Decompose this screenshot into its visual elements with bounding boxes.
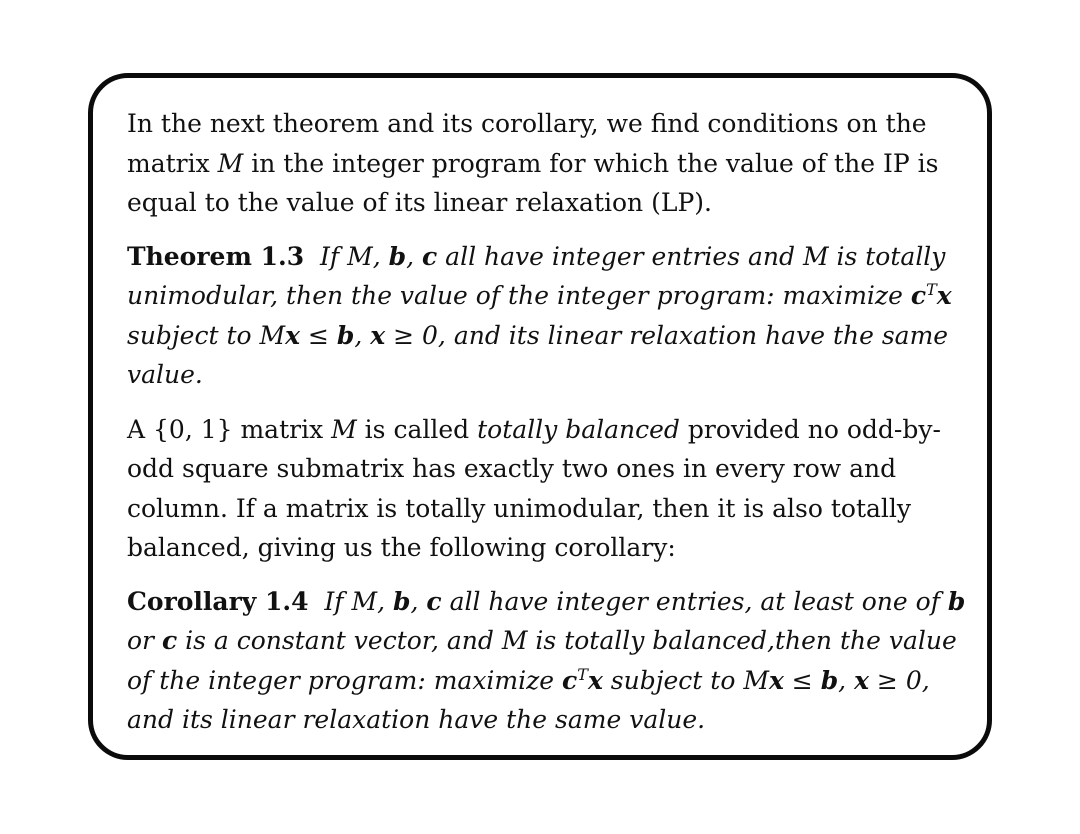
definition-text-1: A {0, 1} matrix: [127, 414, 332, 444]
defined-term: totally balanced: [477, 414, 680, 444]
intro-text-2: in the integer program for which the value of the IP is equal to the value of its linear relaxation (LP).: [127, 148, 939, 217]
definition-text-3: provided no odd-by-odd square submatrix has exactly two ones in every row and column. If a matrix is totally unimodular, then it is also totally balanced, giving us the following corollary:: [127, 414, 941, 562]
definition-text-2: is called: [356, 414, 478, 444]
text-content: [127, 104, 967, 740]
corollary-label: Corollary 1.4: [127, 586, 309, 616]
theorem-label: Theorem 1.3: [127, 241, 305, 271]
theorem-paragraph: [127, 237, 967, 395]
matrix-symbol: M: [217, 148, 244, 178]
intro-paragraph: [127, 104, 967, 223]
content-box: [88, 73, 992, 760]
definition-paragraph: [127, 410, 967, 568]
intro-text-1: In the next theorem and its corollary, we find conditions on the matrix: [127, 109, 927, 178]
matrix-symbol: M: [331, 414, 357, 444]
theorem-statement: If M, b, c all have integer entries and M is totally unimodular, then the value of the integer program: maximize $c^Tx$ subject to Mx ≤ b, x ≥ 0, and its linear relaxation have the same value.: [127, 241, 952, 389]
corollary-statement: If M, b, c all have integer entries, at least one of b or c is a constant vector, and M is totally balanced,then the value of the integer program: maximize $c^Tx$ subject to Mx ≤ b, x ≥ 0, and its linear relaxation have the same value.: [127, 586, 966, 734]
corollary-paragraph: [127, 582, 967, 740]
